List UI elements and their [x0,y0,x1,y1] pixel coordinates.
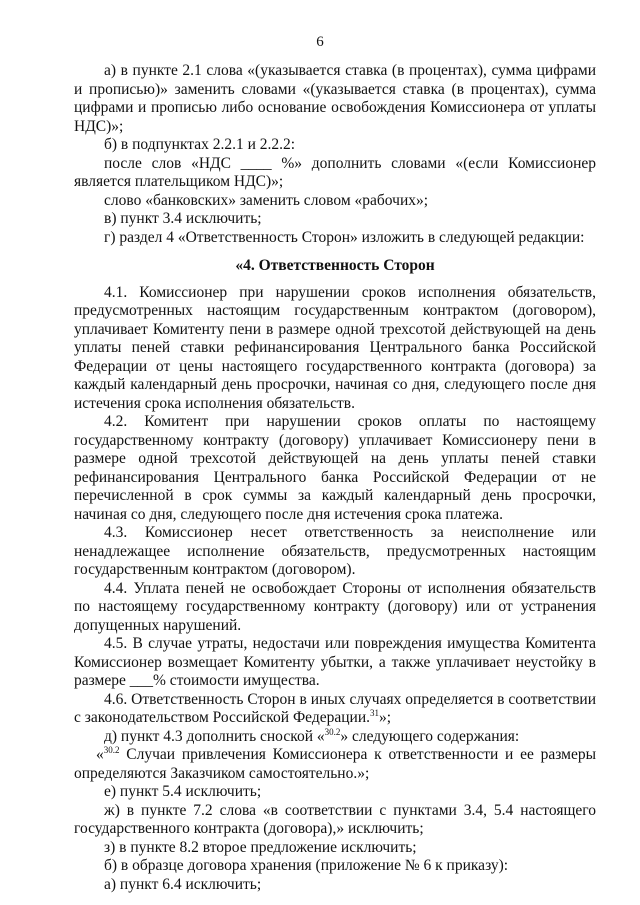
footnote-quote-sup: 30.2 [103,744,120,755]
item-v: в) пункт 3.4 исключить; [104,210,262,227]
section-4-heading: «4. Ответственность Сторон [235,257,435,274]
item-b-bank: слово «банковских» заменить словом «рабочих»; [104,191,429,209]
footnote-ref-31: 31 [370,707,380,718]
item-g: г) раздел 4 «Ответственность Сторон» изложить в следующей редакции: [104,228,585,246]
item-b-intro: б) в подпунктах 2.2.1 и 2.2.2: [104,136,296,153]
footnote-quote-open: « [96,746,104,763]
item-b2: б) в образце договора хранения (приложение № 6 к приказу): [104,857,509,874]
item-a2: а) пункт 6.4 исключить; [104,875,262,893]
document-body [74,62,596,894]
clause-4-4: 4.4. Уплата пеней не освобождает Стороны от исполнения обязательств по настоящему государственному контракту (договору) или от устранения допущенных нарушений. [74,579,596,634]
footnote-ref-30-2: 30.2 [324,726,341,737]
clause-4-3: 4.3. Комиссионер несет ответственность за неисполнение или ненадлежащее исполнение обязательств, предусмотренных настоящим государственным контрактом (договором). [74,524,596,578]
item-d-end: » следующего содержания: [340,727,520,745]
clause-4-5: 4.5. В случае утраты, недостачи или повреждения имущества Комитента Комиссионер возмещает Комитенту убытки, а также уплачивает неустойку в размере ___% стоимости имущества. [74,635,596,689]
clause-4-6-text: 4.6. Ответственность Сторон в иных случаях определяется в соответствии с законодательством Российской Федерации. [74,690,596,726]
clause-4-6-end: »; [379,709,392,726]
item-a-2-1: а) в пункте 2.1 слова «(указывается ставка (в процентах), сумма цифрами и прописью)» заменить словами «(указывается ставка (в процентах), сумма цифрами и прописью либо основание освобождения Комиссионера от уплаты НДС)»; [74,62,596,135]
footnote-quote-body: Случаи привлечения Комиссионера к ответственности и ее размеры определяются Заказчиком самостоятельно.»; [74,746,596,782]
item-b-nds: после слов «НДС ____ %» дополнить словами «(если Комиссионер является плательщиком НДС)»; [74,154,596,190]
item-zh: ж) в пункте 7.2 слова «в соответствии с пунктами 3.4, 5.4 настоящего государственного контракта (договора),» исключить; [74,801,596,837]
item-d [74,728,596,747]
page-number: 6 [316,34,324,50]
item-d-start: д) пункт 4.3 дополнить сноской « [104,727,325,745]
clause-4-2: 4.2. Комитент при нарушении сроков оплаты по настоящему государственному контракту (договору) уплачивает Комиссионеру пени в размере одной трехсотой действующей на день уплаты пеней ставки рефинансирования Центрального банка Российской Федерации от не перечисленной в срок суммы за каждый календарный день просрочки, начиная со дня, следующего после дня истечения срока платежа. [74,413,596,523]
footnote-30-2-text [74,746,596,783]
item-z: з) в пункте 8.2 второе предложение исключить; [104,838,417,856]
clause-4-1: 4.1. Комиссионер при нарушении сроков исполнения обязательств, предусмотренных настоящим государственным контрактом (договором), уплачивает Комитенту пени в размере одной трехсотой действующей на день уплаты пеней ставки рефинансирования Центрального банка Российской Федерации от цены настоящего государственного контракта (договора) за каждый календарный день просрочки, начиная со дня, следующего после дня истечения срока исполнения обязательств. [74,283,596,412]
item-e: е) пункт 5.4 исключить; [104,783,262,800]
clause-4-6 [74,691,596,728]
